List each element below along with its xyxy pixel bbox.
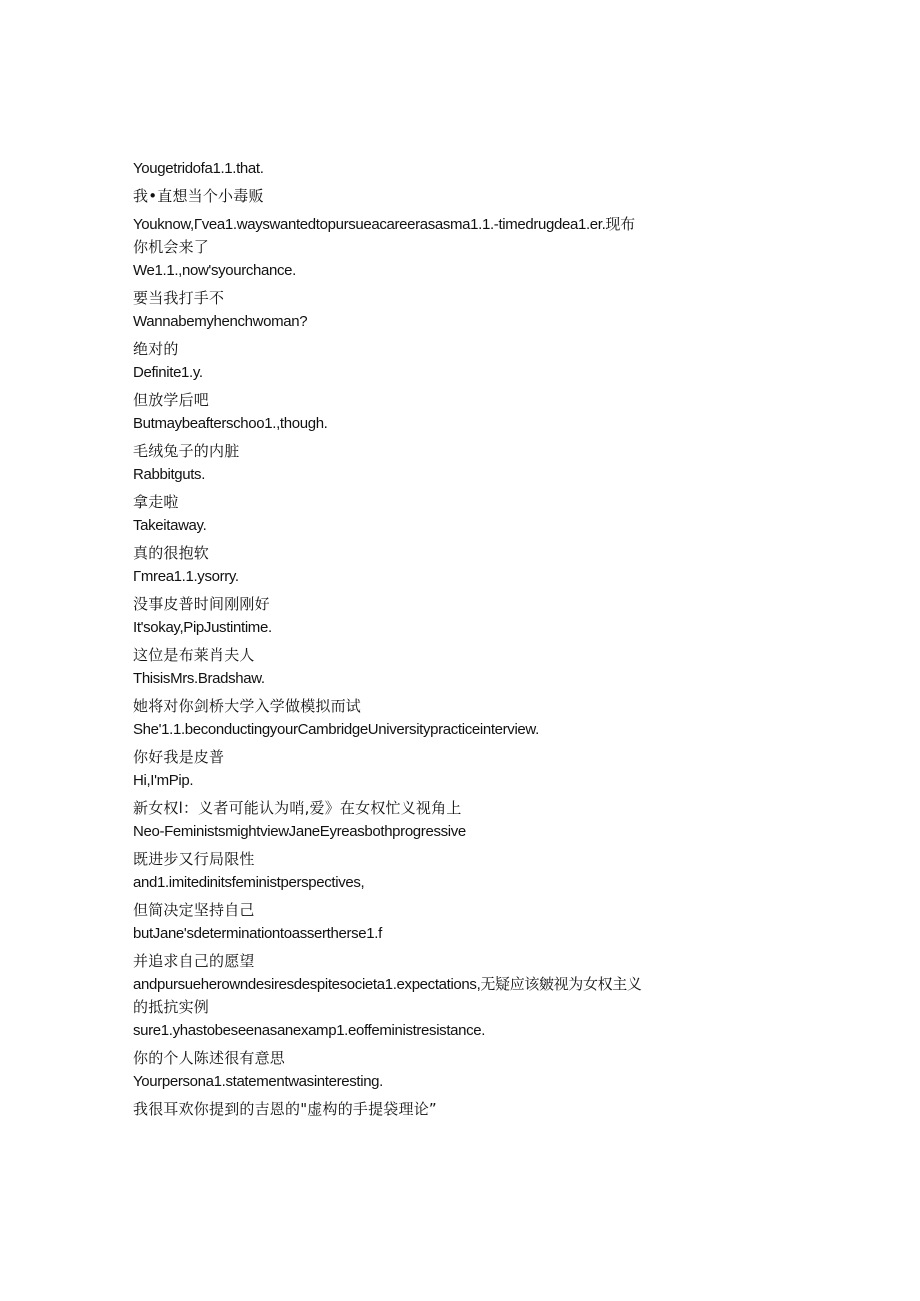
text-line: 你的个人陈述很有意思 — [133, 1049, 286, 1067]
text-line: 并追求自己的愿望 — [133, 952, 255, 970]
text-line: Butmaybeafterschoo1.,though. — [133, 415, 328, 432]
text-line: 我很耳欢你提到的吉恩的"虚构的手提袋理论” — [133, 1100, 437, 1118]
text-line: Takeitaway. — [133, 517, 207, 534]
text-line: 既进步又行局限性 — [133, 850, 255, 868]
text-line: 我•直想当个小毒贩 — [133, 187, 264, 205]
text-line: Yourpersona1.statementwasinteresting. — [133, 1073, 383, 1090]
text-line: butJane'sdeterminationtoassertherse1.f — [133, 925, 382, 942]
text-line: 这位是布莱肖夫人 — [133, 646, 255, 664]
text-line: Youknow,Γvea1.wayswantedtopursueacareerasasma1.1.-timedrugdea1.er.现布 — [133, 216, 635, 233]
text-line: Neo-FeministsmightviewJaneEyreasbothprogressive — [133, 823, 466, 840]
text-line: 拿走啦 — [133, 493, 179, 511]
text-line: Wannabemyhenchwoman? — [133, 313, 308, 330]
text-line: Rabbitguts. — [133, 466, 206, 483]
text-line: Γmrea1.1.ysorry. — [133, 568, 239, 585]
text-line: 毛绒兔子的内脏 — [133, 442, 240, 460]
text-line: sure1.yhastobeseenasanexamp1.eoffeministresistance. — [133, 1022, 486, 1039]
text-line: She'1.1.beconductingyourCambridgeUniversitypracticeinterview. — [133, 721, 539, 738]
text-line: Hi,I'mPip. — [133, 772, 194, 789]
text-line: andpursueherowndesiresdespitesocieta1.expectations,无疑应该皴视为女权主义 — [133, 976, 642, 993]
text-line: 没事皮普时间刚刚好 — [133, 595, 270, 613]
text-line: 你机会来了 — [133, 238, 210, 256]
text-line: 绝对的 — [133, 340, 179, 358]
text-line: 真的很抱软 — [133, 544, 210, 562]
text-line: 新女权l：义者可能认为哨,爱》在女权忙义视角上 — [133, 799, 462, 817]
text-line: 要当我打手不 — [133, 289, 225, 307]
text-line: We1.1.,now'syourchance. — [133, 262, 296, 279]
text-line: It'sokay,PipJustintime. — [133, 619, 272, 636]
text-line: 但放学后吧 — [133, 391, 210, 409]
text-line: Definite1.y. — [133, 364, 203, 381]
text-line: 你好我是皮普 — [133, 748, 225, 766]
text-line: 的抵抗实例 — [133, 998, 210, 1016]
subtitle-text-block — [133, 157, 693, 1121]
text-line: 她将对你剑桥大学入学做模拟而试 — [133, 697, 362, 715]
text-line: and1.imitedinitsfeministperspectives, — [133, 874, 365, 891]
text-line: ThisisMrs.Bradshaw. — [133, 670, 265, 687]
text-line: 但简决定坚持自己 — [133, 901, 255, 919]
text-line: Yougetridofa1.1.that. — [133, 160, 264, 177]
